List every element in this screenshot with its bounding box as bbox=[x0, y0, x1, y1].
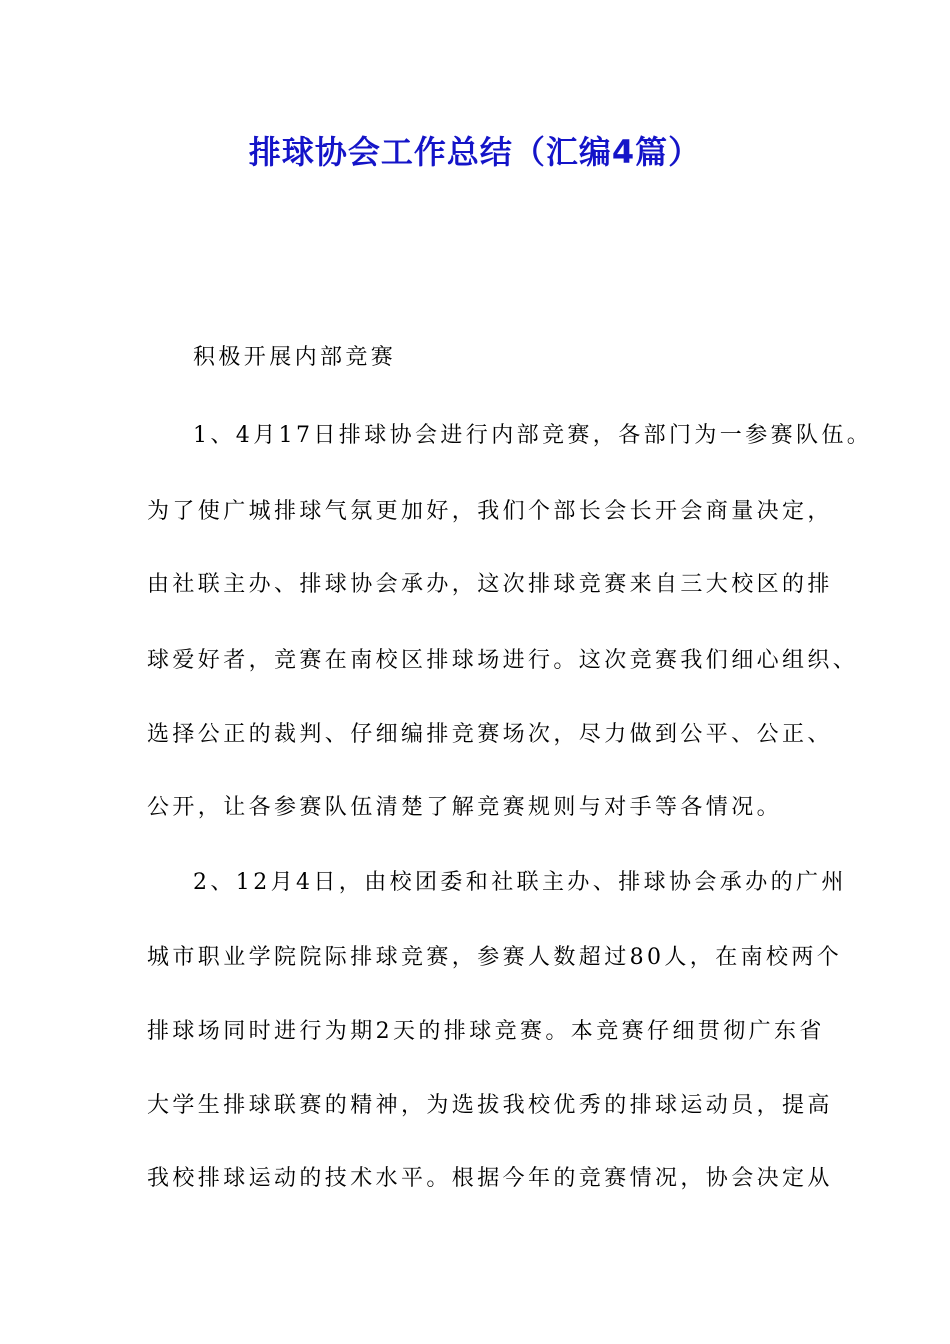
document-title: 排球协会工作总结（汇编4篇） bbox=[248, 133, 702, 171]
paragraph-line: 排球场同时进行为期2天的排球竞赛。本竞赛仔细贯彻广东省 bbox=[147, 1019, 825, 1044]
paragraph-line: 大学生排球联赛的精神，为选拔我校优秀的排球运动员，提高 bbox=[147, 1093, 833, 1118]
paragraph-line: 1、4月17日排球协会进行内部竞赛，各部门为一参赛队伍。 bbox=[193, 423, 873, 448]
paragraph-line: 公开，让各参赛队伍清楚了解竞赛规则与对手等各情况。 bbox=[147, 795, 783, 820]
paragraph-line: 城市职业学院院际排球竞赛，参赛人数超过80人，在南校两个 bbox=[147, 945, 843, 970]
paragraph-line: 2、12月4日，由校团委和社联主办、排球协会承办的广州 bbox=[193, 870, 847, 895]
paragraph-line: 选择公正的裁判、仔细编排竞赛场次，尽力做到公平、公正、 bbox=[147, 722, 833, 747]
section-heading: 积极开展内部竞赛 bbox=[193, 345, 397, 370]
paragraph-line: 由社联主办、排球协会承办，这次排球竞赛来自三大校区的排 bbox=[147, 572, 833, 597]
paragraph-line: 球爱好者，竞赛在南校区排球场进行。这次竞赛我们细心组织、 bbox=[147, 648, 859, 673]
paragraph-line: 为了使广城排球气氛更加好，我们个部长会长开会商量决定， bbox=[147, 499, 833, 524]
paragraph-line: 我校排球运动的技术水平。根据今年的竞赛情况，协会决定从 bbox=[147, 1166, 833, 1191]
